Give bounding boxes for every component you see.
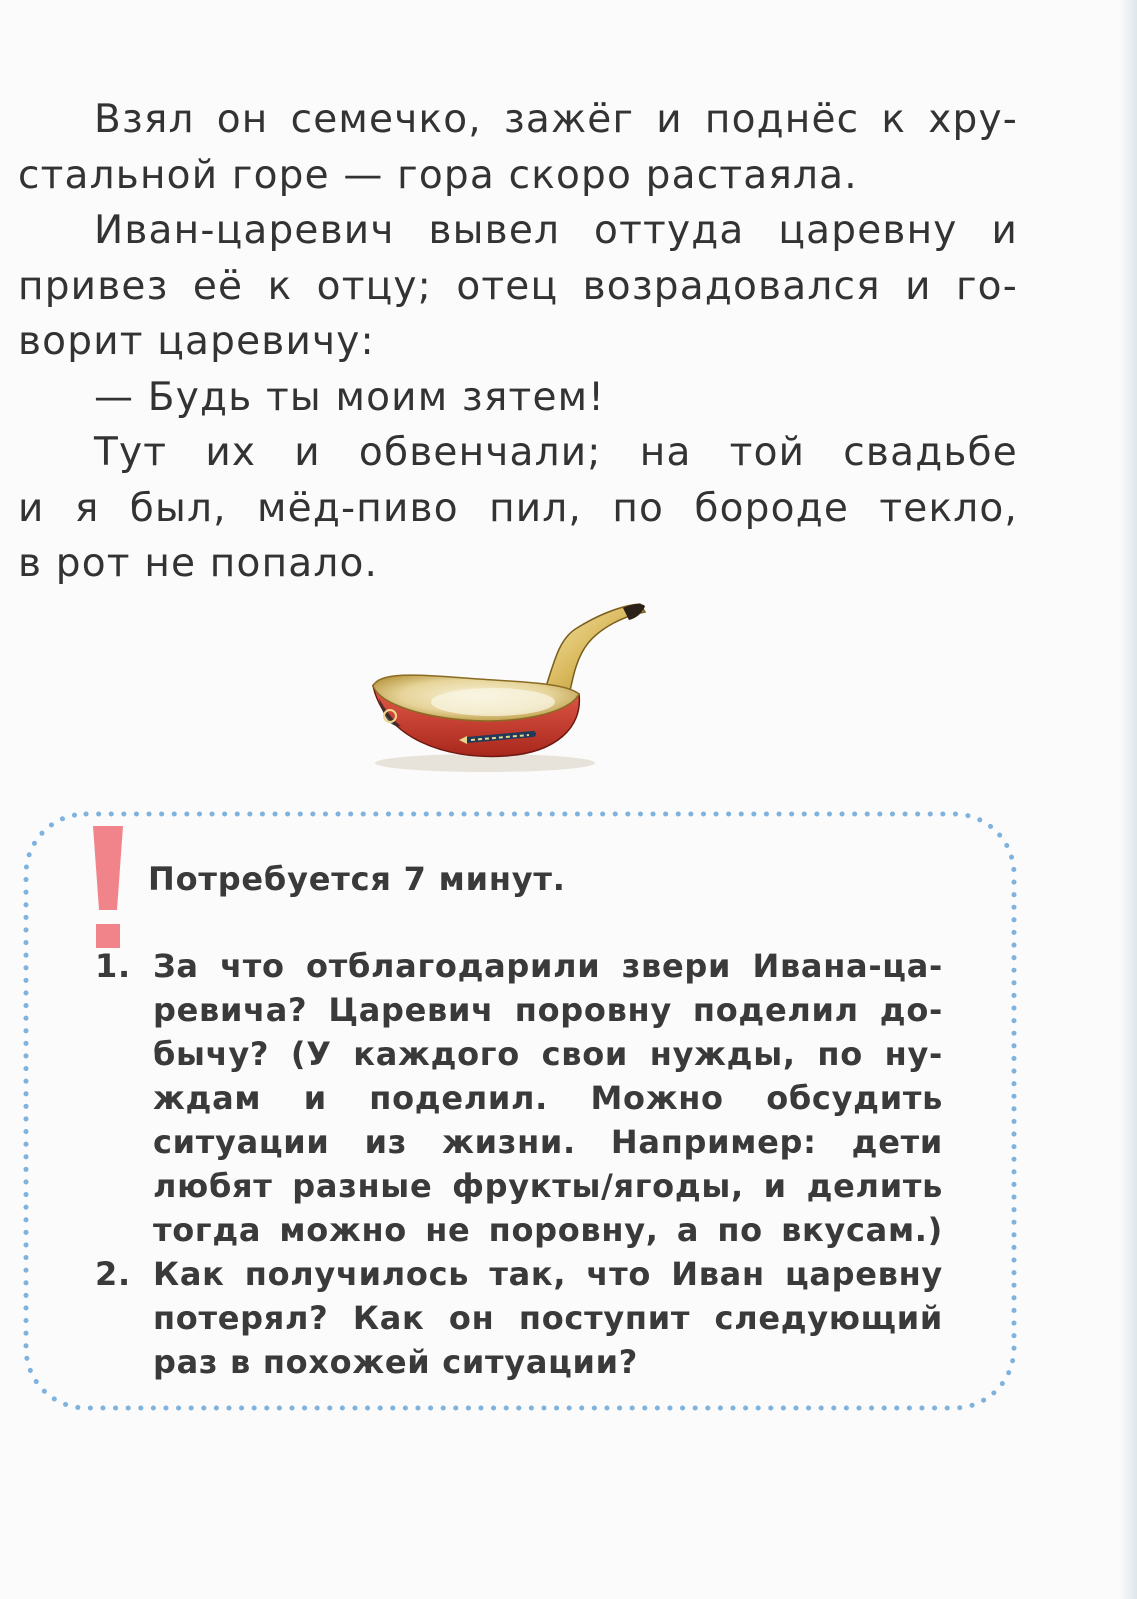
question-line: Как получилось так, что Иван царевну bbox=[153, 1255, 943, 1293]
time-note: Потребуется 7 минут. bbox=[148, 860, 566, 898]
question-line: бычу? (У каждого свои нужды, по ну- bbox=[153, 1035, 943, 1073]
story-line: привез её к отцу; отец возрадовался и го- bbox=[18, 263, 1018, 309]
question-line: ждам и поделил. Можно обсудить bbox=[153, 1079, 943, 1117]
question-list bbox=[95, 944, 943, 1384]
exclamation-icon bbox=[91, 826, 125, 950]
question-line: любят разные фрукты/ягоды, и делить bbox=[153, 1167, 943, 1205]
story-line: стальной горе — гора скоро растаяла. bbox=[18, 152, 858, 198]
question-item bbox=[95, 1252, 943, 1384]
story-line: Тут их и обвенчали; на той свадьбе bbox=[94, 430, 1018, 475]
question-line: ревича? Царевич поровну поделил до- bbox=[153, 991, 943, 1029]
question-line: раз в похожей ситуации? bbox=[153, 1343, 639, 1381]
story-line: Иван-царевич вывел оттуда царевну и bbox=[94, 208, 1018, 253]
question-line: тогда можно не поровну, а по вкусам.) bbox=[153, 1211, 943, 1249]
question-line: потерял? Как он поступит следующий bbox=[153, 1299, 943, 1337]
page-edge-shadow bbox=[1119, 0, 1137, 1599]
story-line: ворит царевичу: bbox=[18, 319, 375, 364]
story-line: в рот не попало. bbox=[18, 541, 379, 586]
question-number: 1. bbox=[95, 947, 131, 985]
ladle-illustration bbox=[355, 598, 655, 778]
question-item bbox=[95, 944, 943, 1252]
question-line: ситуации из жизни. Например: дети bbox=[153, 1123, 943, 1161]
question-number: 2. bbox=[95, 1255, 131, 1293]
story-line: и я был, мёд-пиво пил, по бороде текло, bbox=[18, 485, 1018, 531]
question-line: За что отблагодарили звери Ивана-ца- bbox=[153, 947, 943, 985]
story-text bbox=[18, 92, 1018, 592]
story-line: — Будь ты моим зятем! bbox=[94, 374, 606, 420]
story-line: Взял он семечко, зажёг и поднёс к хру- bbox=[94, 97, 1018, 142]
